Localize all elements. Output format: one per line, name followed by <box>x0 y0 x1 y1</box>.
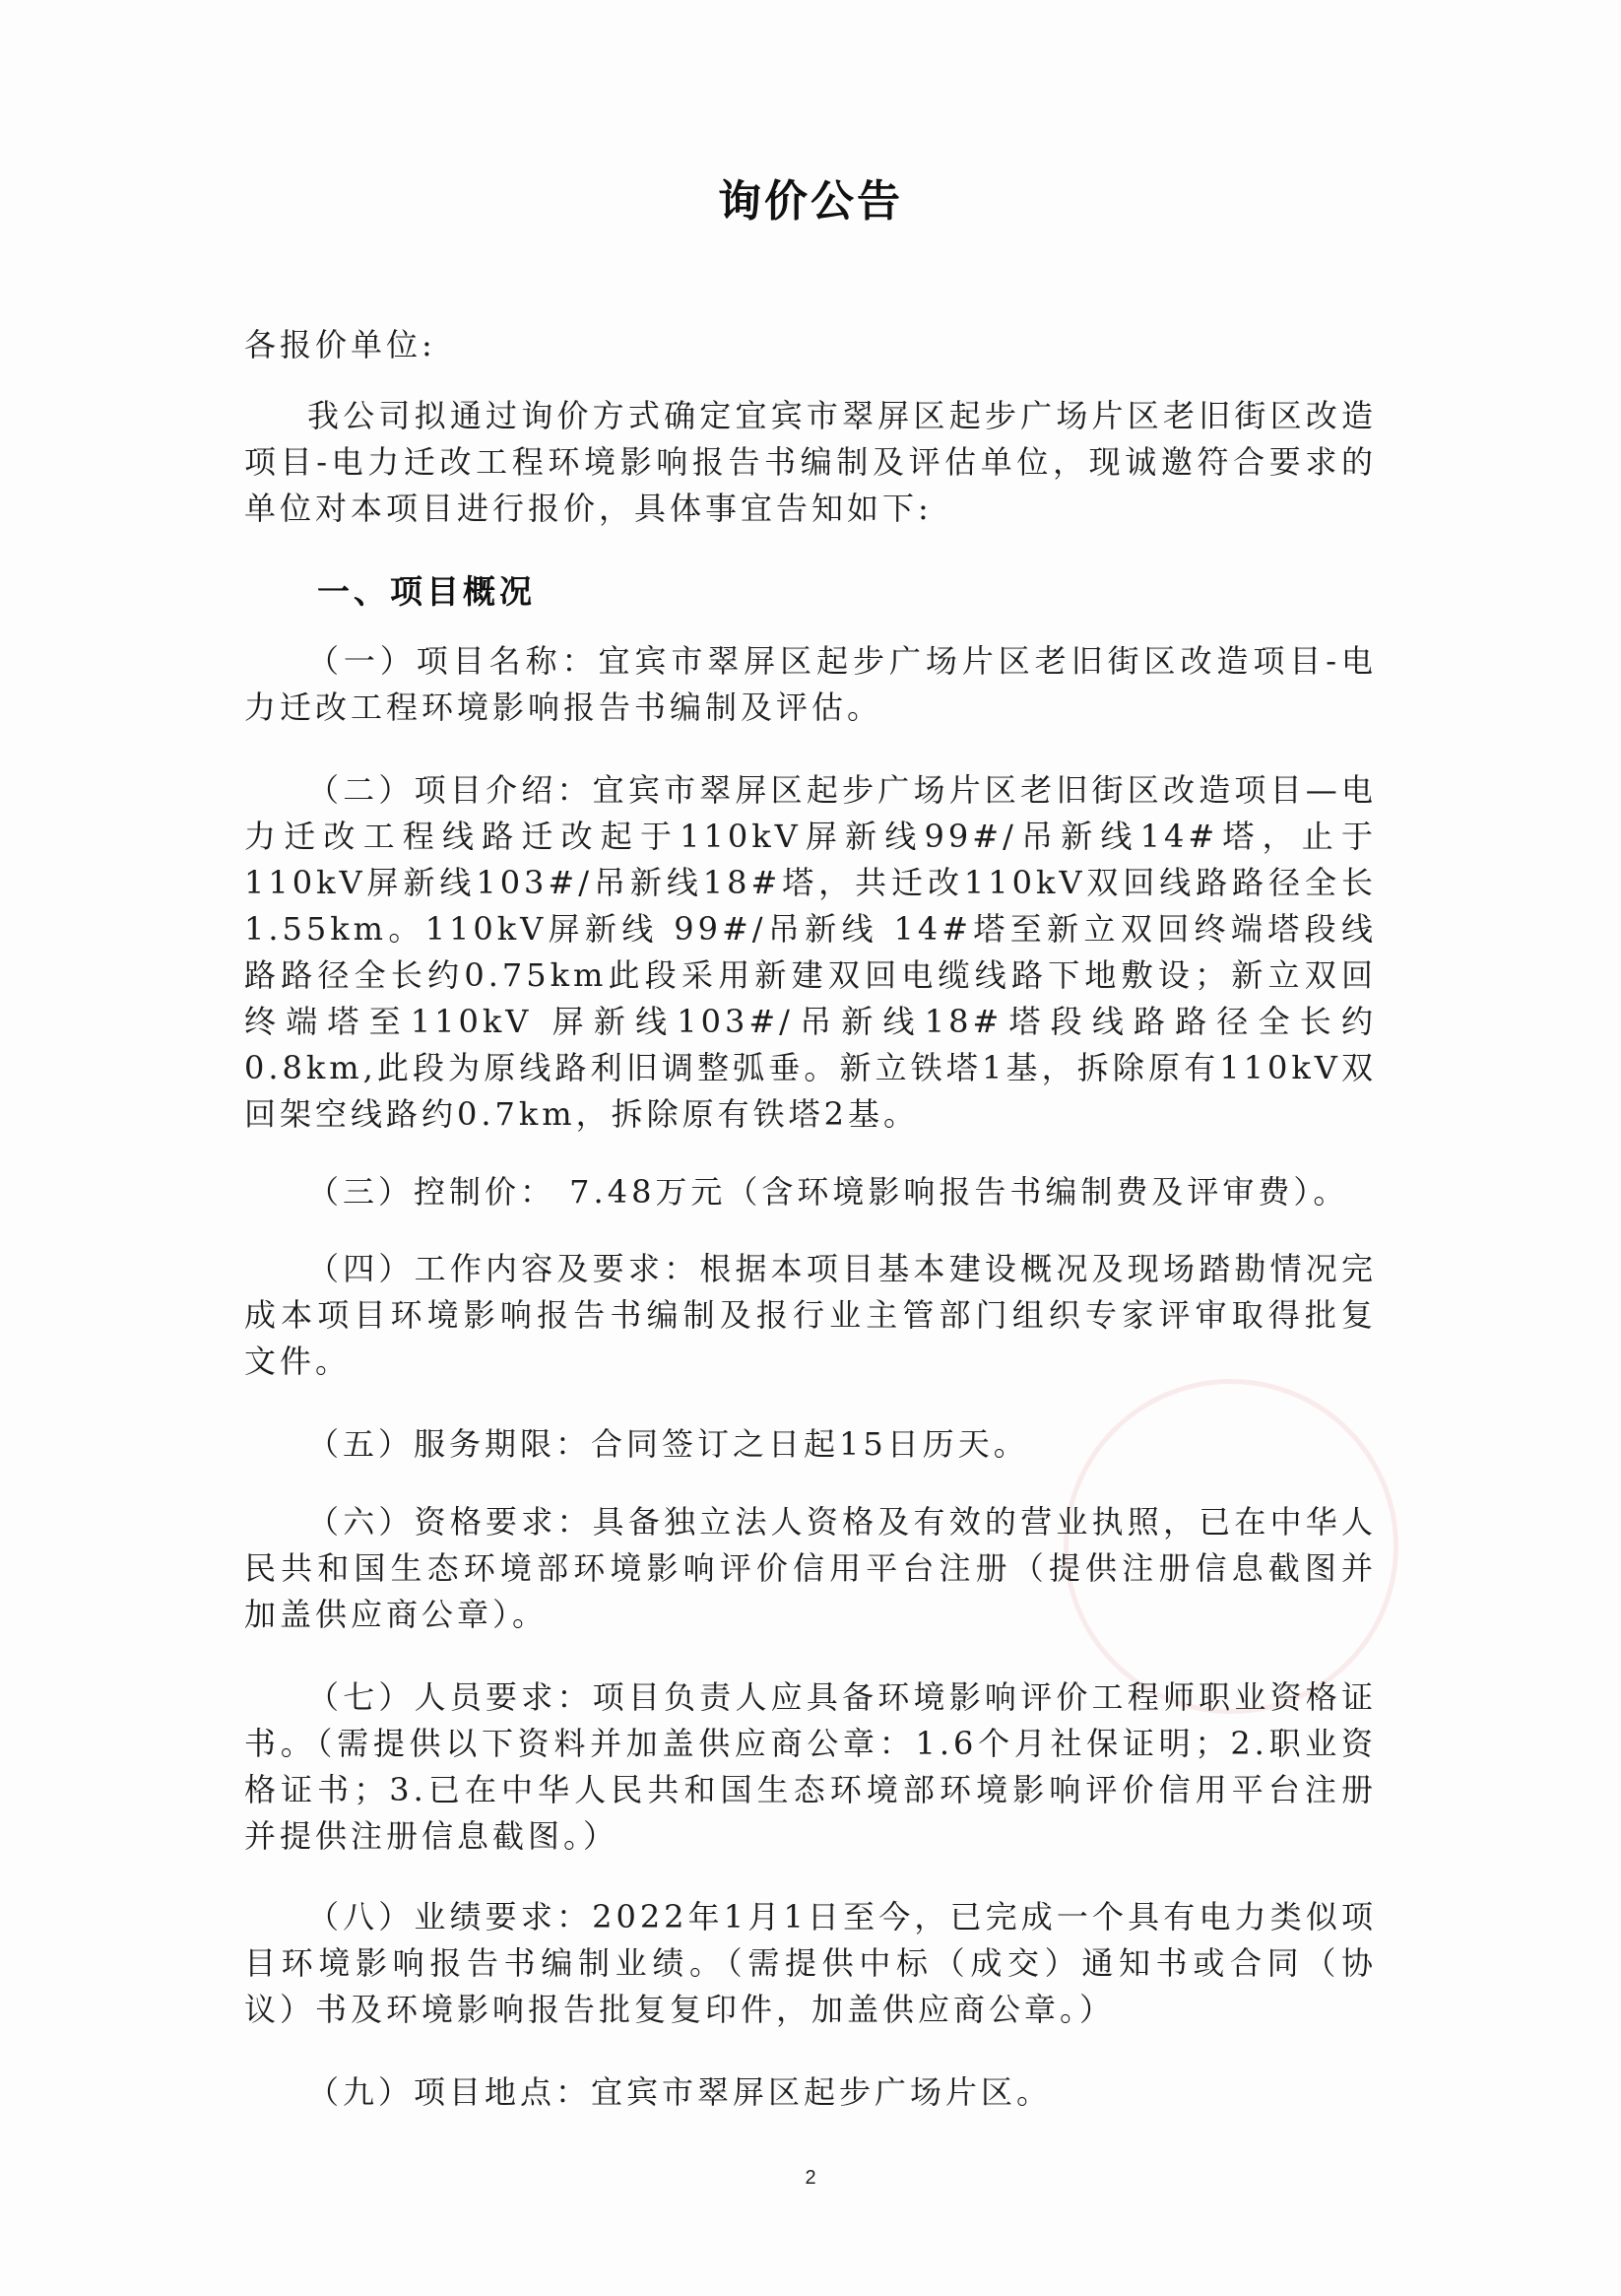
salutation: 各报价单位: <box>244 326 436 363</box>
paragraph-personnel: （七）人员要求：项目负责人应具备环境影响评价工程师职业资格证书。（需提供以下资料并加盖供应商公章：1.6个月社保证明；2.职业资格证书；3.已在中华人民共和国生态环境部环境影响评价信用平台注册并提供注册信息截图。） <box>244 1678 1377 1855</box>
paragraph-qualification: （六）资格要求：具备独立法人资格及有效的营业执照，已在中华人民共和国生态环境部环境影响评价信用平台注册（提供注册信息截图并加盖供应商公章）。 <box>244 1503 1377 1633</box>
paragraph-performance: （八）业绩要求：2022年1月1日至今，已完成一个具有电力类似项目环境影响报告书编制业绩。（需提供中标（成交）通知书或合同（协议）书及环境影响报告批复复印件，加盖供应商公章。） <box>244 1898 1377 2028</box>
paragraph-work-content: （四）工作内容及要求：根据本项目基本建设概况及现场踏勘情况完成本项目环境影响报告书编制及报行业主管部门组织专家评审取得批复文件。 <box>244 1250 1377 1380</box>
page-number: 2 <box>805 2167 816 2189</box>
paragraph-service-period: （五）服务期限：合同签订之日起15日历天。 <box>307 1425 1029 1463</box>
intro-paragraph: 我公司拟通过询价方式确定宜宾市翠屏区起步广场片区老旧街区改造项目-电力迁改工程环境影响报告书编制及评估单位，现诚邀符合要求的单位对本项目进行报价，具体事宜告知如下: <box>244 397 1377 527</box>
paragraph-location: （九）项目地点：宜宾市翠屏区起步广场片区。 <box>307 2073 1053 2111</box>
paragraph-control-price: （三）控制价： 7.48万元（含环境影响报告书编制费及评审费）。 <box>307 1173 1349 1211</box>
section-heading: 一、项目概况 <box>317 572 536 611</box>
paragraph-project-name: （一）项目名称：宜宾市翠屏区起步广场片区老旧街区改造项目-电力迁改工程环境影响报告书编制及评估。 <box>244 642 1377 726</box>
page-title: 询价公告 <box>718 176 903 227</box>
paragraph-project-intro: （二）项目介绍：宜宾市翠屏区起步广场片区老旧街区改造项目—电力迁改工程线路迁改起于110kV屏新线99#/吊新线14#塔，止于110kV屏新线103#/吊新线18#塔，共迁改110kV双回线路路径全长1.55km。110kV屏新线 99#/吊新线 14#塔至新立双回终端塔段线路路径全长约0.75km此段采用新建双回电缆线路下地敷设；新立双回终端塔至110kV 屏新线103#/吊新线18#塔段线路路径全长约0.8km,此段为原线路利旧调整弧垂。新立铁塔1基，拆除原有110kV双回架空线路约0.7km，拆除原有铁塔2基。 <box>244 771 1377 1133</box>
